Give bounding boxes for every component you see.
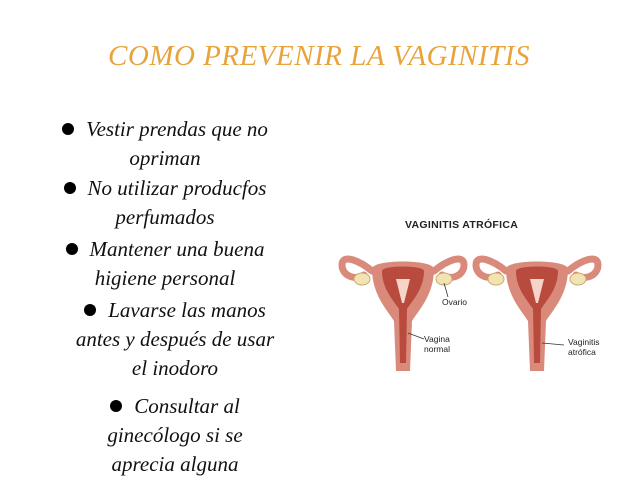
list-item	[30, 235, 300, 293]
vaginitis-illustration	[320, 203, 638, 381]
label-text: Vagina	[424, 334, 450, 344]
slide-title: COMO PREVENIR LA VAGINITIS	[108, 40, 530, 72]
bullet-icon	[66, 243, 78, 255]
bullet-icon	[110, 400, 122, 412]
list-item-text: higiene personal	[94, 266, 236, 290]
list-item-text: el inodoro	[131, 356, 219, 380]
label-text: normal	[424, 344, 450, 354]
list-item-text: Vestir prendas que no	[86, 117, 268, 141]
list-item-text: ginecólogo si se	[107, 423, 243, 447]
bullet-icon	[84, 304, 96, 316]
list-item-text: opriman	[129, 146, 201, 170]
list-item	[30, 115, 300, 173]
list-item-text: No utilizar producfos	[87, 176, 267, 200]
normal-uterus	[342, 259, 464, 371]
bullet-icon	[64, 182, 76, 194]
list-item-text: perfumados	[115, 205, 215, 229]
list-item	[30, 174, 300, 232]
list-item-text: Consultar al	[134, 394, 240, 418]
label-text: atrófica	[568, 347, 596, 357]
list-item-text: antes y después de usar	[75, 327, 275, 351]
list-item-text: Mantener una buena	[89, 237, 265, 261]
list-item	[40, 392, 310, 479]
bullet-icon	[62, 123, 74, 135]
label-vaginitis-atrofica	[568, 337, 600, 357]
label-vagina-normal	[424, 334, 450, 354]
label-text: Vaginitis	[568, 337, 600, 347]
label-ovario: Ovario	[442, 297, 468, 307]
list-item-text: aprecia alguna	[111, 452, 239, 476]
list-item-text: Lavarse las manos	[108, 298, 266, 322]
figure-title: VAGINITIS ATRÓFICA	[405, 219, 519, 231]
list-item	[40, 296, 310, 383]
